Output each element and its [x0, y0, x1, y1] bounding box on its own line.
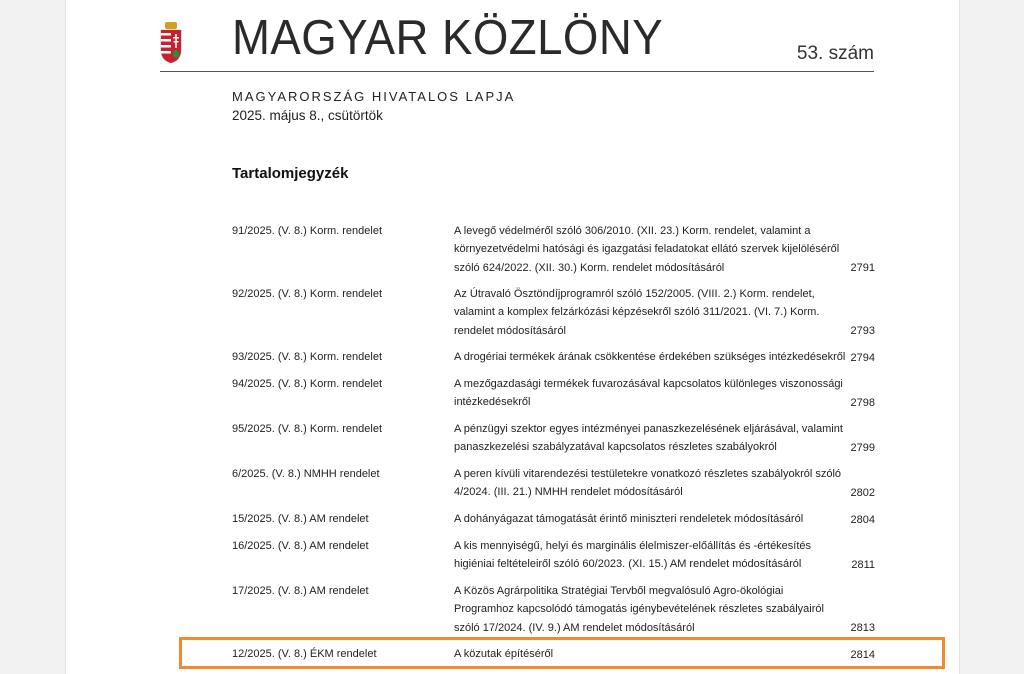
- toc-row[interactable]: [232, 375, 875, 420]
- toc-page: 2791: [850, 261, 875, 274]
- toc-desc: A mezőgazdasági termékek fuvarozásával kapcsolatos különleges viszonossági intézkedésekről: [454, 378, 843, 409]
- toc-desc: A peren kívüli vitarendezési testületekre vonatkozó részletes szabályokról szóló 4/2024. (III. 21.) NMHH rendelet módosításáról: [454, 468, 842, 499]
- toc-ref: 93/2025. (V. 8.) Korm. rendelet: [232, 351, 383, 363]
- toc-row[interactable]: [232, 537, 875, 582]
- toc-row[interactable]: [232, 348, 875, 375]
- issue-number: 53. szám: [796, 43, 874, 64]
- toc-row[interactable]: [232, 285, 875, 348]
- toc-row[interactable]: [232, 582, 875, 645]
- toc-ref: 92/2025. (V. 8.) Korm. rendelet: [232, 288, 383, 300]
- toc-ref: 94/2025. (V. 8.) Korm. rendelet: [232, 378, 383, 390]
- toc-ref: 15/2025. (V. 8.) AM rendelet: [232, 513, 369, 525]
- publication-date: 2025. május 8., csütörtök: [232, 108, 383, 123]
- toc-ref: 95/2025. (V. 8.) Korm. rendelet: [232, 423, 383, 435]
- toc-page: 2804: [850, 513, 875, 526]
- toc-row[interactable]: [232, 510, 875, 537]
- toc-page: 2813: [850, 621, 875, 634]
- toc-page: 2793: [850, 324, 875, 337]
- header-divider: [160, 71, 874, 72]
- toc-desc: A drogériai termékek árának csökkentése érdekében szükséges intézkedésekről: [454, 351, 846, 363]
- toc-ref: 91/2025. (V. 8.) Korm. rendelet: [232, 225, 383, 237]
- table-of-contents: [232, 222, 875, 672]
- toc-desc: A kis mennyiségű, helyi és marginális élelmiszer-előállítás és -értékesítés higiéniai feltételeiről szóló 60/2023. (XI. 15.) AM rendelet módosításáról: [454, 540, 812, 571]
- highlight-box: [179, 637, 945, 669]
- toc-desc: A pénzügyi szektor egyes intézményei panaszkezelésének eljárásával, valamint panaszkezelési szabályzatával kapcsolatos részletes szabályokról: [454, 423, 843, 454]
- toc-desc: A közutak építéséről: [454, 648, 554, 660]
- toc-desc: A Közös Agrárpolitika Stratégiai Tervből megvalósuló Agro-ökológiai Programhoz kapcsolódó támogatás igénybevételének részletes szabályairól szóló 17/2024. (IV. 9.) AM rendelet módosításáról: [454, 585, 824, 634]
- publication-subtitle: MAGYARORSZÁG HIVATALOS LAPJA: [232, 89, 516, 104]
- toc-page: 2814: [850, 648, 875, 661]
- toc-desc: Az Útravaló Ösztöndíjprogramról szóló 152/2005. (VIII. 2.) Korm. rendelet, valamint a komplex felzárkózási képzésekről szóló 311/2021. (VI. 7.) Korm. rendelet módosításáról: [454, 288, 820, 337]
- toc-ref: 17/2025. (V. 8.) AM rendelet: [232, 585, 369, 597]
- toc-row[interactable]: [232, 465, 875, 510]
- toc-ref: 6/2025. (V. 8.) NMHH rendelet: [232, 468, 380, 480]
- toc-page: 2811: [851, 558, 875, 571]
- toc-page: 2799: [850, 441, 875, 454]
- toc-desc: A levegő védelméről szóló 306/2010. (XII. 23.) Korm. rendelet, valamint a környezetvédelmi hatósági és igazgatási feladatokat ellátó szervek kijelöléséről szóló 624/2022. (XII. 30.) Korm. rendelet módosításáról: [454, 225, 840, 274]
- toc-desc: A dohányágazat támogatását érintő miniszteri rendeletek módosításáról: [454, 513, 804, 525]
- toc-page: 2798: [850, 396, 875, 409]
- toc-row[interactable]: [232, 222, 875, 285]
- toc-row[interactable]: [232, 420, 875, 465]
- toc-page: 2794: [850, 351, 875, 364]
- publication-title: MAGYAR KÖZLÖNY: [232, 11, 664, 65]
- toc-heading: Tartalomjegyzék: [232, 165, 349, 182]
- hungarian-coat-of-arms-icon: [160, 22, 182, 64]
- toc-page: 2802: [850, 486, 875, 499]
- toc-ref: 12/2025. (V. 8.) ÉKM rendelet: [232, 648, 377, 660]
- toc-ref: 16/2025. (V. 8.) AM rendelet: [232, 540, 369, 552]
